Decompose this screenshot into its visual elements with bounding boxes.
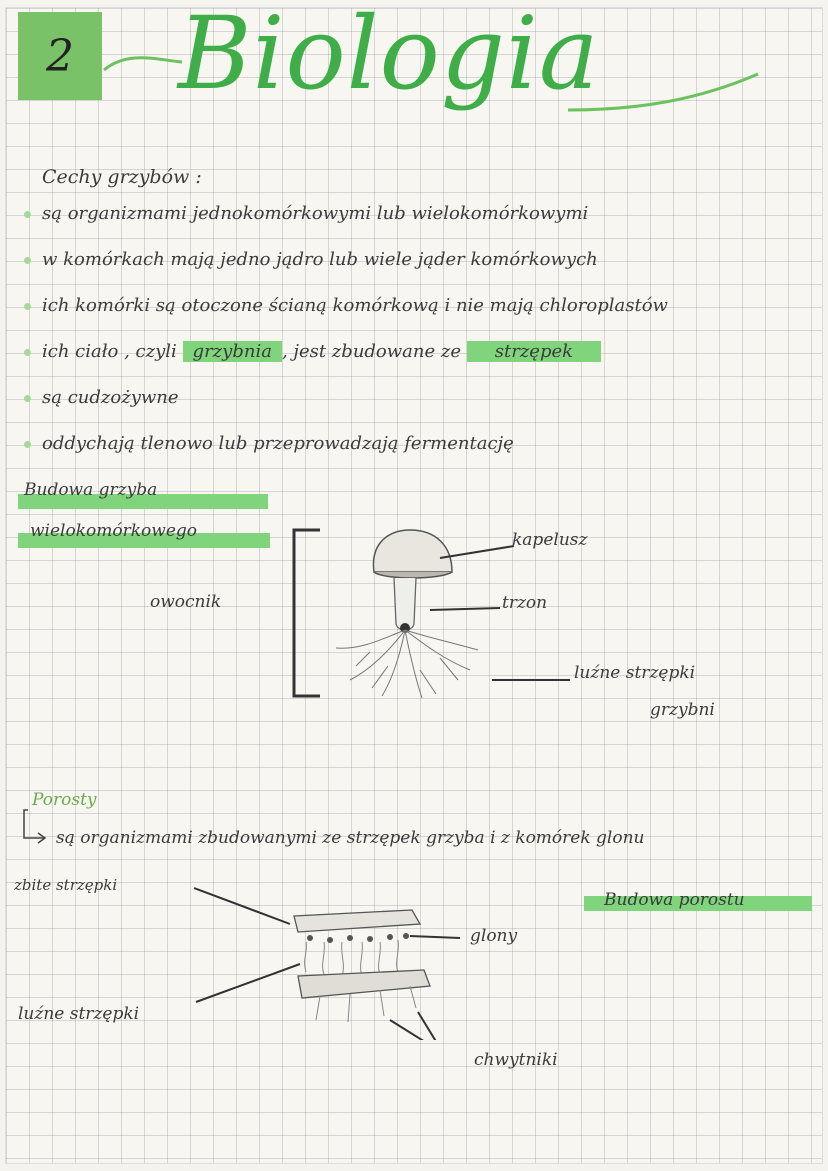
- rhizines-label: chwytniki: [474, 1050, 558, 1070]
- list-item: [24, 198, 668, 244]
- lichen-structure-title: Budowa porostu: [604, 890, 745, 910]
- trait-text: w komórkach mają jedno jądro lub wiele jąder komórkowych: [42, 249, 598, 270]
- fungi-traits-list: [24, 198, 668, 474]
- page-number-box: [18, 12, 102, 100]
- list-item: [24, 290, 668, 336]
- list-item: [24, 244, 668, 290]
- trait-text: są cudzożywne: [42, 387, 179, 408]
- dense-hyphae-label: zbite strzępki: [14, 876, 118, 894]
- list-item: [24, 382, 668, 428]
- loose-hyphae-label-1: luźne strzępki: [574, 663, 696, 683]
- trait-text-mid: , jest zbudowane ze: [281, 341, 462, 362]
- list-item: [24, 336, 668, 382]
- lichen-drawing: [190, 880, 490, 1040]
- lichens-heading: Porosty: [32, 790, 97, 810]
- loose-hyphae-lichen-label: luźne strzępki: [18, 1004, 140, 1024]
- fruiting-body-label: owocnik: [150, 592, 222, 612]
- highlight-strzepek: strzępek: [467, 341, 601, 362]
- trait-text: są organizmami jednokomórkowymi lub wielokomórkowymi: [42, 203, 589, 224]
- page-number: 2: [46, 30, 74, 82]
- loose-hyphae-label-2: grzybni: [650, 700, 715, 720]
- page-title: Biologia: [178, 0, 600, 112]
- list-item: [24, 428, 668, 474]
- trait-text: ich komórki są otoczone ścianą komórkową i nie mają chloroplastów: [42, 295, 668, 316]
- highlight-grzybnia: grzybnia: [183, 341, 282, 362]
- algae-label: glony: [470, 926, 518, 946]
- lichens-definition: są organizmami zbudowanymi ze strzępek grzyba i z komórek glonu: [56, 828, 645, 848]
- fungus-structure-title-2: wielokomórkowego: [30, 521, 198, 541]
- cap-label: kapelusz: [512, 530, 588, 550]
- fungi-heading: Cechy grzybów :: [42, 166, 202, 188]
- arrow-icon: [18, 806, 58, 846]
- trait-text: oddychają tlenowo lub przeprowadzają fermentację: [42, 433, 514, 454]
- stem-label: trzon: [502, 593, 548, 613]
- fungus-structure-title-1: Budowa grzyba: [24, 480, 158, 500]
- trait-text: ich ciało , czyli: [42, 341, 177, 362]
- mushroom-pointer-lines: [430, 540, 580, 690]
